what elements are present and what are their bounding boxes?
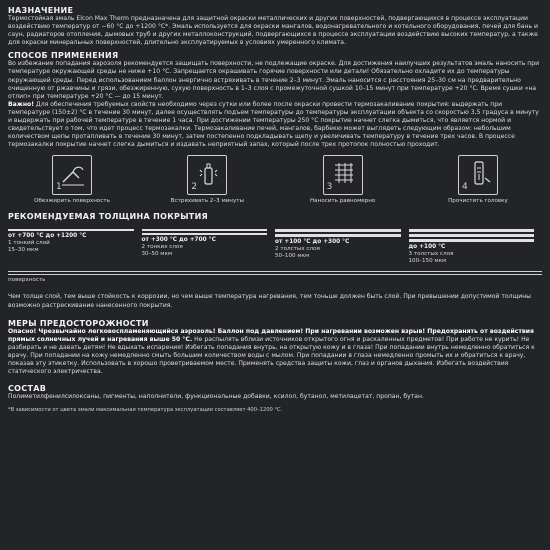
step-4-number: 4 (461, 182, 468, 193)
purpose-section (8, 6, 542, 47)
thickness-layers: 3 толстых слоя (408, 251, 454, 258)
thickness-section (8, 212, 542, 309)
composition-title: СОСТАВ (8, 384, 47, 394)
step-2-caption: Встряхивать 2–3 минуты (170, 198, 244, 205)
precautions-paragraph (8, 328, 542, 377)
step-3 (293, 155, 393, 204)
shake-can-icon (194, 160, 222, 188)
footnote: *В зависимости от цвета эмали максимальная температура эксплуатации составляет 400–1200 °С. (8, 407, 283, 414)
thickness-col-1 (8, 229, 142, 265)
application-title: СПОСОБ ПРИМЕНЕНИЯ (8, 51, 119, 61)
application-steps (22, 155, 528, 204)
composition-section (8, 384, 542, 401)
important-text: Для обеспечения требуемых свойств необходимо через сутки или более после окраски провести термозакаливание покрытия: выдержать при температуре (150±2) °С в течение 30 минут, далее осуществлять подъем температуры до температуры эксплуатации объекта со скоростью 3,5 градуса в минуту и выдержать при рабочей температуре в течение 1 часа. При достижении температуры 250 °С покрытие начнет слегка дымиться, что является нормой и свидетельствует о том, что идет процесс термозакалки. Термозакаливание печей, мангалов, барбекю может выглядеть следующим образом: небольшим количеством щепы протапливать в течение 30 минут, затем постепенно подкладывать щепу и увеличивать температуру в течение трех часов. В процессе термозакалки покрытие начнет слегка дымиться и издавать неприятный запах, который после трех протопок полностью проходит. (8, 100, 539, 149)
step-1 (22, 155, 122, 204)
step-4 (428, 155, 528, 204)
layer-bar (275, 229, 401, 232)
thickness-col-2 (142, 229, 276, 265)
step-3-caption: Наносить равномерно (309, 198, 376, 205)
thickness-columns (8, 229, 542, 265)
spray-pattern-icon (330, 160, 358, 188)
important-paragraph (8, 101, 542, 150)
thickness-range: до +100 °С (408, 244, 446, 251)
thickness-microns: 50–100 мкм (275, 253, 310, 260)
layer-bar (142, 229, 268, 231)
layer-bar (8, 229, 134, 231)
thickness-text: Чем толще слой, тем выше стойкость к коррозии, но чем выше температура нагревания, тем тоньше должен быть слой. При превышении допустимой толщины возможно растрескивание нанесенного покрытия. (8, 293, 531, 309)
thickness-col-3 (275, 229, 409, 265)
step-1-caption: Обезжирить поверхность (34, 198, 110, 205)
step-2 (157, 155, 257, 204)
precautions-warning: Опасно! Чрезвычайно легковоспламеняющийся аэрозоль! Баллон под давлением! При нагревании возможен взрыв! Предохранять от воздействия прямых солнечных лучей и нагревания выше 50 °С. (8, 327, 534, 343)
application-text: Во избежание попадания аэрозоля рекомендуется защищать поверхности, не подлежащие окраске. Для достижения наилучших результатов эмаль наносить при температуре окружающей среды не ниже +10 °С. Запрещается окрашивать горячие поверхности или детали! Обязательно охладите их до температуры окружающей среды. Перед использованием баллон энергично встряхивать в течение 2–3 минут. Эмаль наносится с расстояния 25–30 см на предварительно очищенную от ржавчины и грязи, обезжиренную, сухую поверхность в 1–3 слоя с промежуточной сушкой 10–15 минут при температуре +20 °С. Время сушки «на отлип» при температуре +20 °С — до 15 минут. (8, 60, 540, 100)
purpose-title: НАЗНАЧЕНИЕ (8, 6, 74, 15)
composition-text: Полиметилфенилсилоксаны, пигменты, наполнители, функциональные добавки, ксилол, бутанол, метилацетат, пропан, бутан. (8, 393, 424, 401)
thickness-range: от +700 °С до +1200 °С (8, 233, 87, 240)
layer-bar (409, 234, 535, 237)
surface-lines (8, 271, 542, 275)
thickness-range: от +300 °С до +700 °С (141, 237, 216, 244)
thickness-microns: 15–30 мкм (8, 247, 39, 254)
degrease-icon (59, 160, 87, 188)
step-1-box (52, 155, 92, 195)
thickness-layers: 1 тонкий слой (8, 240, 50, 247)
layer-bar (275, 234, 401, 237)
precautions-text: Не распылять вблизи источников открытого огня и раскаленных предметов! При работе не курить! Не разбирать и не давать детям! Не вдыхать испарения! Избегать попадания внутрь, на открытую кожу и в глаза! При попадании внутрь немедленно обратиться к врачу. При попадании на кожу немедленно смыть большим количеством воды с мылом. При попадании в глаза немедленно промыть их и обратиться к врачу, показав эту этикетку. Использовать в хорошо проветриваемом месте. Применять средства защиты кожи, глаз и органов дыхания. Избегать воздействия статического электричества. (8, 335, 535, 376)
precautions-title: МЕРЫ ПРЕДОСТОРОЖНОСТИ (8, 318, 149, 328)
application-section (8, 51, 542, 149)
purpose-text: Термостойкая эмаль Elcon Max Therm предназначена для защитной окраски металлических и других поверхностей, подвергающихся в процессе эксплуатации воздействию температур от −60 °С до +1200 °С*. Эмаль используется для окраски мангалов, водонагревательного и котельного оборудования, печей для бань и саун, радиаторов отопления, дымовых труб и других металлоконструкций, подвергающихся в процессе эксплуатации воздействию высоких температур, а также для окраски минеральных поверхностей, длительно эксплуатируемых в условиях умеренного климата. (8, 15, 538, 47)
step-1-number: 1 (56, 182, 62, 193)
thickness-layers: 2 толстых слоя (275, 246, 320, 253)
thickness-col-4 (409, 229, 543, 265)
precautions-section (8, 319, 542, 377)
step-3-number: 3 (326, 182, 333, 193)
layer-bar (409, 239, 535, 242)
step-4-caption: Прочистить головку (448, 198, 508, 205)
surface-row (8, 271, 542, 287)
important-label: Важно! (8, 100, 34, 108)
layer-bar (142, 233, 268, 235)
step-4-box (458, 155, 498, 195)
clean-nozzle-icon (465, 160, 493, 188)
thickness-layers: 2 тонких слоя (141, 244, 183, 251)
step-3-box (323, 155, 363, 195)
layer-bar (409, 229, 535, 232)
step-2-number: 2 (191, 182, 198, 193)
surface-label: поверхность (8, 277, 46, 284)
thickness-microns: 30–50 мкм (141, 251, 173, 258)
thickness-range: от +100 °С до +300 °С (275, 239, 350, 246)
thickness-microns: 100–150 мкм (408, 258, 447, 265)
thickness-title: РЕКОМЕНДУЕМАЯ ТОЛЩИНА ПОКРЫТИЯ (8, 212, 209, 222)
step-2-box (187, 155, 227, 195)
